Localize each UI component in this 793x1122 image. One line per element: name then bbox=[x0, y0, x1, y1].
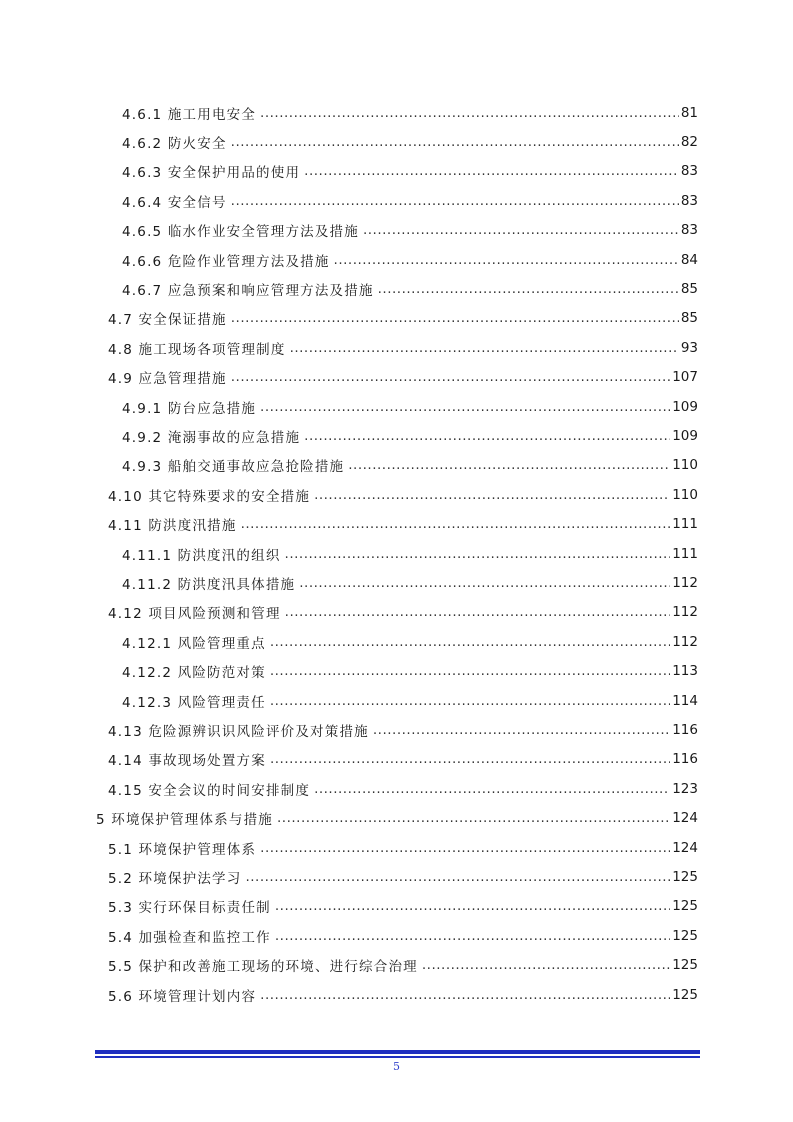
toc-entry[interactable] bbox=[108, 333, 698, 362]
footer-rule-thick bbox=[95, 1050, 700, 1054]
toc-entry-title: 4.8 施工现场各项管理制度 bbox=[108, 341, 286, 358]
toc-entry[interactable] bbox=[108, 510, 698, 539]
toc-entry[interactable] bbox=[108, 480, 698, 509]
toc-entry-page: 124 bbox=[672, 810, 698, 827]
toc-entry[interactable] bbox=[122, 657, 698, 686]
toc-leader-dots bbox=[260, 987, 670, 1003]
toc-entry-title: 4.9 应急管理措施 bbox=[108, 371, 227, 388]
toc-entry[interactable] bbox=[108, 862, 698, 891]
toc-entry[interactable] bbox=[108, 892, 698, 921]
toc-entry-title: 4.12.3 风险管理责任 bbox=[122, 694, 266, 711]
toc-leader-dots bbox=[299, 575, 670, 591]
toc-entry-page: 83 bbox=[680, 163, 698, 180]
toc-entry-page: 107 bbox=[672, 369, 698, 386]
toc-entry-page: 111 bbox=[672, 516, 698, 533]
toc-entry[interactable] bbox=[108, 304, 698, 333]
toc-leader-dots bbox=[231, 369, 670, 385]
toc-entry[interactable] bbox=[108, 745, 698, 774]
toc-entry-title: 4.9.3 船舶交通事故应急抢险措施 bbox=[122, 459, 345, 476]
toc-entry[interactable] bbox=[122, 392, 698, 421]
toc-entry[interactable] bbox=[122, 451, 698, 480]
toc-entry[interactable] bbox=[122, 627, 698, 656]
toc-leader-dots bbox=[373, 722, 670, 738]
toc-entry[interactable] bbox=[96, 804, 698, 833]
toc-entry-page: 112 bbox=[672, 633, 698, 650]
toc-entry[interactable] bbox=[122, 245, 698, 274]
toc-entry-page: 113 bbox=[672, 663, 698, 680]
toc-leader-dots bbox=[348, 457, 670, 473]
toc-entry-page: 123 bbox=[672, 780, 698, 797]
toc-entry-title: 4.12.2 风险防范对策 bbox=[122, 665, 266, 682]
toc-entry-page: 85 bbox=[680, 310, 698, 327]
toc-entry[interactable] bbox=[122, 98, 698, 127]
toc-entry-page: 82 bbox=[680, 133, 698, 150]
toc-leader-dots bbox=[231, 134, 679, 150]
toc-leader-dots bbox=[378, 281, 679, 297]
toc-entry-title: 4.15 安全会议的时间安排制度 bbox=[108, 782, 311, 799]
toc-leader-dots bbox=[277, 810, 670, 826]
toc-entry-page: 84 bbox=[680, 251, 698, 268]
toc-leader-dots bbox=[260, 399, 670, 415]
toc-leader-dots bbox=[270, 663, 670, 679]
toc-entry-title: 5.3 实行环保目标责任制 bbox=[108, 900, 271, 917]
toc-leader-dots bbox=[275, 928, 670, 944]
toc-entry[interactable] bbox=[108, 598, 698, 627]
toc-leader-dots bbox=[304, 163, 679, 179]
toc-entry-page: 110 bbox=[672, 457, 698, 474]
toc-leader-dots bbox=[275, 898, 670, 914]
toc-entry-page: 110 bbox=[672, 486, 698, 503]
toc-entry[interactable] bbox=[108, 951, 698, 980]
toc-entry[interactable] bbox=[108, 715, 698, 744]
toc-entry-page: 125 bbox=[672, 868, 698, 885]
toc-leader-dots bbox=[260, 840, 670, 856]
toc-entry-page: 125 bbox=[672, 986, 698, 1003]
toc-leader-dots bbox=[241, 516, 671, 532]
toc-leader-dots bbox=[245, 869, 670, 885]
toc-entry-title: 5.1 环境保护管理体系 bbox=[108, 841, 257, 858]
toc-entry-title: 4.14 事故现场处置方案 bbox=[108, 753, 266, 770]
toc-leader-dots bbox=[270, 634, 670, 650]
toc-leader-dots bbox=[304, 428, 670, 444]
toc-entry[interactable] bbox=[108, 833, 698, 862]
toc-entry-title: 4.6.3 安全保护用品的使用 bbox=[122, 165, 301, 182]
toc-entry[interactable] bbox=[122, 539, 698, 568]
toc-entry-page: 116 bbox=[672, 721, 698, 738]
toc-entry-title: 4.6.6 危险作业管理方法及措施 bbox=[122, 253, 330, 270]
toc-entry-title: 4.9.2 淹溺事故的应急措施 bbox=[122, 429, 301, 446]
toc-entry-title: 4.6.1 施工用电安全 bbox=[122, 106, 257, 123]
toc-entry-title: 4.11.1 防洪度汛的组织 bbox=[122, 547, 281, 564]
toc-leader-dots bbox=[363, 222, 679, 238]
footer-rule-thin bbox=[95, 1056, 700, 1058]
toc-entry[interactable] bbox=[122, 186, 698, 215]
toc-entry-title: 4.13 危险源辨识识风险评价及对策措施 bbox=[108, 723, 369, 740]
toc-entry-page: 85 bbox=[680, 280, 698, 297]
toc-entry-page: 109 bbox=[672, 398, 698, 415]
toc-leader-dots bbox=[285, 604, 671, 620]
toc-leader-dots bbox=[231, 310, 679, 326]
toc-entry-page: 81 bbox=[680, 104, 698, 121]
toc-entry-title: 5.6 环境管理计划内容 bbox=[108, 988, 257, 1005]
toc-leader-dots bbox=[334, 252, 679, 268]
toc-entry-page: 111 bbox=[672, 545, 698, 562]
toc-entry[interactable] bbox=[122, 157, 698, 186]
toc-entry-title: 4.11 防洪度汛措施 bbox=[108, 518, 237, 535]
toc-entry-page: 93 bbox=[680, 339, 698, 356]
toc-entry-page: 83 bbox=[680, 192, 698, 209]
toc-entry-page: 109 bbox=[672, 427, 698, 444]
toc-entry-page: 116 bbox=[672, 751, 698, 768]
toc-entry[interactable] bbox=[122, 568, 698, 597]
toc-entry-title: 4.6.7 应急预案和响应管理方法及措施 bbox=[122, 282, 374, 299]
toc-leader-dots bbox=[270, 693, 670, 709]
toc-entry-title: 4.12 项目风险预测和管理 bbox=[108, 606, 281, 623]
toc-entry[interactable] bbox=[108, 921, 698, 950]
toc-entry-page: 114 bbox=[672, 692, 698, 709]
toc-entry-title: 5.4 加强检查和监控工作 bbox=[108, 929, 271, 946]
toc-entry[interactable] bbox=[122, 686, 698, 715]
toc-entry[interactable] bbox=[122, 127, 698, 156]
toc-entry[interactable] bbox=[122, 421, 698, 450]
toc-entry-title: 4.7 安全保证措施 bbox=[108, 312, 227, 329]
toc-leader-dots bbox=[260, 105, 679, 121]
toc-entry-title: 4.12.1 风险管理重点 bbox=[122, 635, 266, 652]
toc-leader-dots bbox=[270, 751, 670, 767]
toc-entry-title: 4.6.4 安全信号 bbox=[122, 194, 227, 211]
toc-entry-title: 5 环境保护管理体系与措施 bbox=[96, 812, 273, 829]
toc-entry[interactable] bbox=[108, 363, 698, 392]
toc-entry-title: 4.11.2 防洪度汛具体措施 bbox=[122, 576, 296, 593]
toc-leader-dots bbox=[314, 781, 670, 797]
toc-entry-page: 125 bbox=[672, 957, 698, 974]
toc-entry[interactable] bbox=[122, 274, 698, 303]
toc-entry-title: 4.6.5 临水作业安全管理方法及措施 bbox=[122, 224, 359, 241]
toc-entry-page: 125 bbox=[672, 927, 698, 944]
toc-leader-dots bbox=[314, 487, 670, 503]
toc-entry-page: 112 bbox=[672, 604, 698, 621]
toc-entry-page: 124 bbox=[672, 839, 698, 856]
toc-entry-page: 83 bbox=[680, 222, 698, 239]
toc-entry[interactable] bbox=[108, 774, 698, 803]
toc-entry-page: 125 bbox=[672, 898, 698, 915]
toc-leader-dots bbox=[231, 193, 679, 209]
toc-entry-title: 4.10 其它特殊要求的安全措施 bbox=[108, 488, 311, 505]
toc-entry-title: 5.5 保护和改善施工现场的环境、进行综合治理 bbox=[108, 959, 418, 976]
page-number: 5 bbox=[393, 1060, 400, 1073]
toc-entry-title: 5.2 环境保护法学习 bbox=[108, 870, 242, 887]
toc-leader-dots bbox=[285, 546, 671, 562]
toc-entry-title: 4.6.2 防火安全 bbox=[122, 135, 227, 152]
toc-leader-dots bbox=[422, 957, 670, 973]
toc-leader-dots bbox=[290, 340, 679, 356]
toc-entry[interactable] bbox=[108, 980, 698, 1009]
toc-entry-page: 112 bbox=[672, 574, 698, 591]
toc-entry-title: 4.9.1 防台应急措施 bbox=[122, 400, 257, 417]
toc-entry[interactable] bbox=[122, 216, 698, 245]
